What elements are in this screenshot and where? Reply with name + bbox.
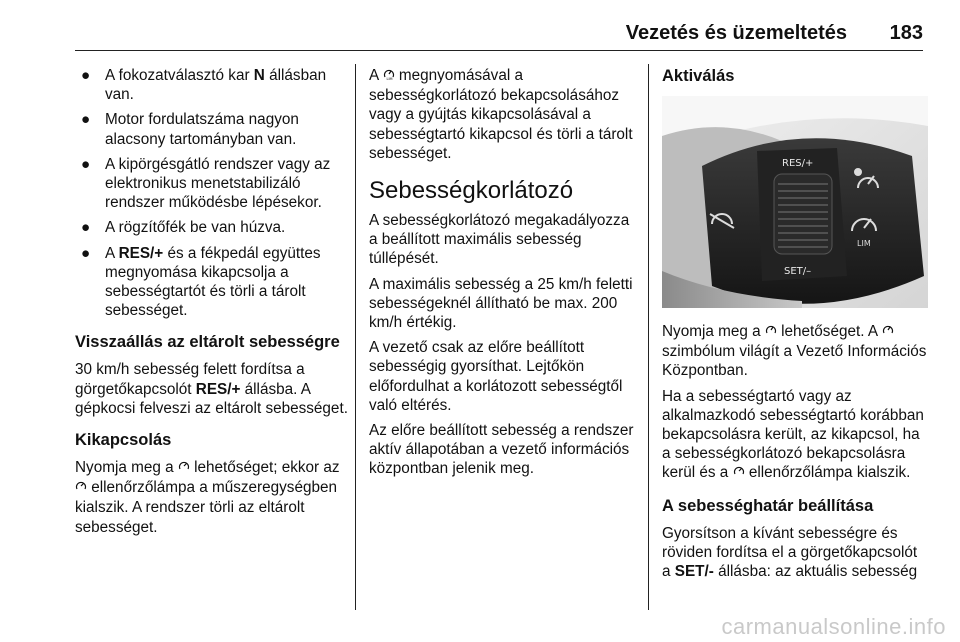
list-item: ● A kipörgésgátló rendszer vagy az elektronikus menetstabilizáló rendszer működésbe lépésekor. <box>81 155 331 212</box>
paragraph: A vezető csak az előre beállított sebességig gyorsíthat. Lejtőkön előfordulhat a korlátozott sebességtől való eltérés. <box>369 339 623 414</box>
paragraph: A maximális sebesség a 25 km/h feletti sebességeknél állítható be max. 200 km/h értékig. <box>369 275 633 332</box>
steering-wheel-illustration <box>662 96 928 308</box>
heading-speed-limiter: Sebességkorlátozó <box>369 177 574 205</box>
list-item: ● A rögzítőfék be van húzva. <box>81 219 286 237</box>
heading-set-limit: A sebességhatár beállítása <box>662 496 874 515</box>
paragraph: Ha a sebességtartó vagy az alkalmazkodó sebességtartó korábban bekapcsolásra került, az kikapcsol, ha a sebességkorlátozó bekapcsolásra kerül és a ellenőrzőlámpa kialszik. <box>662 387 924 482</box>
column-divider <box>648 64 649 610</box>
heading-off: Kikapcsolás <box>75 431 172 450</box>
page-header <box>75 22 923 51</box>
steering-wheel-controls-photo <box>662 96 928 308</box>
paragraph-intro: A LIM megnyomásával a sebességkorlátozó bekapcsolásához vagy a gyújtás kikapcsolásával a sebességtartó kikapcsol és törli a tárolt sebességet. <box>369 67 633 162</box>
heading-restore: Visszaállás az eltárolt sebességre <box>75 333 340 352</box>
cruise-control-icon <box>75 480 87 496</box>
res-label: RES/+ <box>782 158 814 169</box>
paragraph: Gyorsítson a kívánt sebességre és röviden fordítsa el a görgetőkapcsolót a SET/- állásba: az aktuális sebesség <box>662 524 918 581</box>
column-3 <box>662 66 928 587</box>
speed-limiter-icon <box>383 68 395 84</box>
svg-text:LIM: LIM <box>386 76 393 80</box>
speed-limiter-icon <box>882 324 894 340</box>
lim-label: LIM <box>857 239 871 248</box>
cruise-control-icon <box>733 465 745 481</box>
paragraph: Az előre beállított sebesség a rendszer aktív állapotában a vezető információs központban jelenik meg. <box>369 422 634 478</box>
header-title: Vezetés és üzemeltetés <box>625 22 847 44</box>
list-item: ● A RES/+ és a fékpedál együttes megnyomása kikapcsolja a sebességtartót és törli a tárolt sebességet. <box>81 244 321 320</box>
column-1 <box>75 66 350 543</box>
paragraph-off: Nyomja meg a lehetőséget; ekkor az ellenőrzőlámpa a műszeregységben kialszik. A rendszer törli az eltárolt sebességet. <box>75 459 340 536</box>
list-item: ● Motor fordulatszáma nagyon alacsony tartományban van. <box>81 111 299 148</box>
list-item: ● A fokozatválasztó kar N állásban van. <box>81 67 327 104</box>
speed-limiter-icon <box>765 324 777 340</box>
cruise-control-icon <box>178 460 190 476</box>
column-divider <box>355 64 356 610</box>
column-2 <box>369 66 635 485</box>
heading-activation: Aktiválás <box>662 67 735 85</box>
set-label: SET/– <box>784 266 812 277</box>
watermark: carmanualsonline.info <box>721 614 946 639</box>
page-number: 183 <box>889 22 923 44</box>
paragraph: A sebességkorlátozó megakadályozza a beállított maximális sebesség túllépését. <box>369 212 630 268</box>
paragraph-restore: 30 km/h sebesség felett fordítsa a görgetőkapcsolót RES/+ állásba. A gépkocsi felveszi az eltárolt sebességet. <box>75 361 348 417</box>
paragraph: Nyomja meg a lehetőséget. A szimbólum világít a Vezető Információs Központban. <box>662 323 927 380</box>
